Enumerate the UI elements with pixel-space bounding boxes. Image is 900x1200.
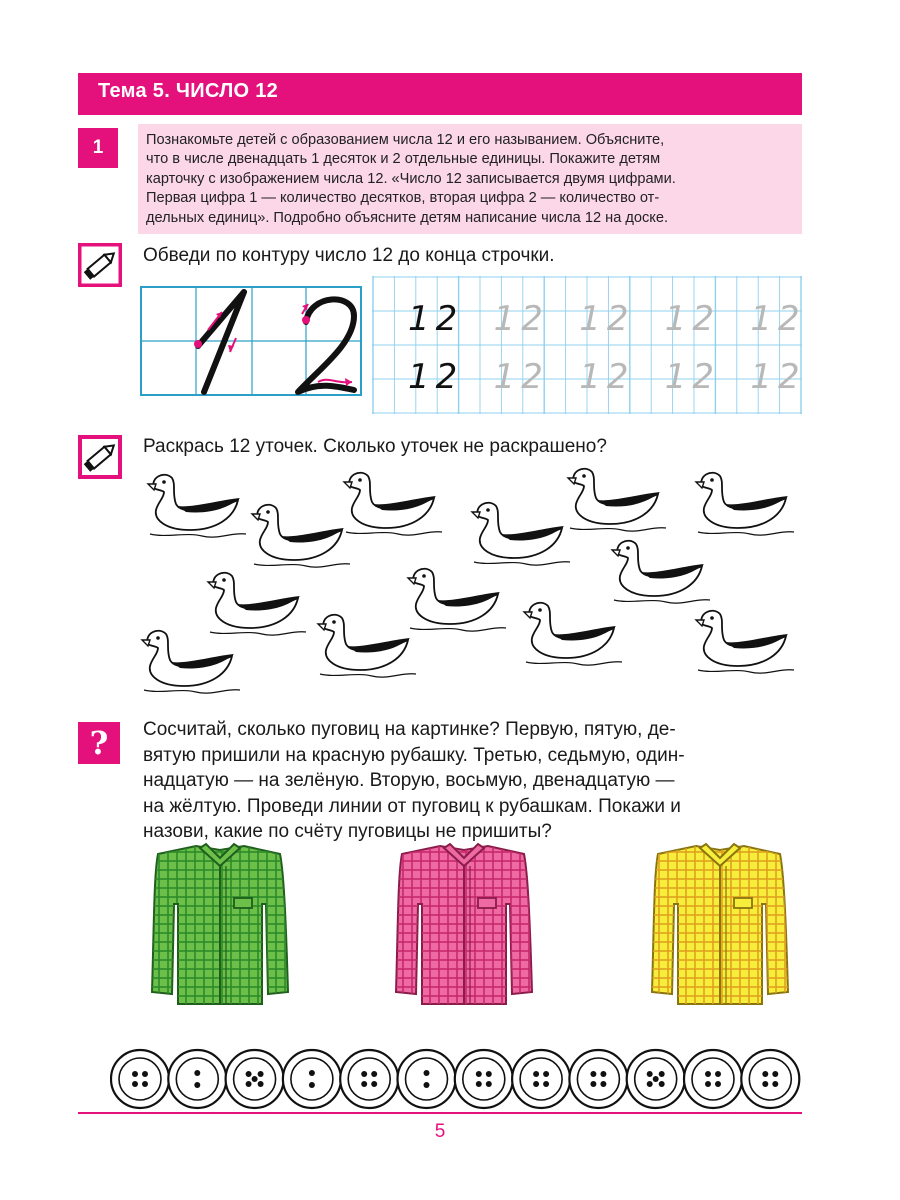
duck xyxy=(612,541,710,603)
duck xyxy=(568,469,666,531)
shirts-illustration xyxy=(0,830,900,1035)
topic-title: Тема 5. ЧИСЛО 12 xyxy=(98,80,279,102)
task4-line: на жёлтую. Проведи линии от пуговиц к рубашкам. Покажи и xyxy=(143,795,681,817)
note-line: дельных единиц». Подробно объясните детям написание числа 12 на доске. xyxy=(146,209,669,226)
note-line: карточку с изображением числа 12. «Число 12 записывается двумя цифрами. xyxy=(146,170,676,187)
task2-instruction: Обведи по контуру число 12 до конца строчки. xyxy=(143,245,555,266)
trace-number: 12 xyxy=(750,357,806,397)
duck xyxy=(696,473,794,535)
duck xyxy=(472,503,570,565)
duck xyxy=(696,611,794,673)
shirt-yellow xyxy=(638,844,803,1014)
duck xyxy=(408,569,506,631)
footer-divider xyxy=(78,1112,802,1114)
button-11 xyxy=(684,1050,742,1108)
button-7 xyxy=(455,1050,513,1108)
note-line: что в числе двенадцать 1 десяток и 2 отдельные единицы. Покажите детям xyxy=(146,151,661,168)
duck xyxy=(142,631,240,693)
duck xyxy=(318,615,416,677)
button-10 xyxy=(627,1050,685,1108)
trace-number: 12 xyxy=(664,299,721,339)
task4-line: назови, какие по счёту пуговицы не пришиты? xyxy=(143,821,552,843)
button-6 xyxy=(398,1050,456,1108)
duck xyxy=(252,505,350,567)
trace-number: 12 xyxy=(493,299,549,339)
trace-number: 12 xyxy=(750,299,806,339)
button-4 xyxy=(283,1050,341,1108)
task-number-badge: 1 xyxy=(78,128,118,168)
task4-line: вятую пришили на красную рубашку. Третью, седьмую, один- xyxy=(143,744,685,766)
trace-number: 12 xyxy=(579,299,635,339)
trace-number: 12 xyxy=(664,357,721,397)
task4-line: надцатую — на зелёную. Вторую, восьмую, двенадцатую — xyxy=(143,770,675,792)
trace-number: 12 xyxy=(408,357,464,397)
button-12 xyxy=(741,1050,799,1108)
button-9 xyxy=(569,1050,627,1108)
trace-number: 12 xyxy=(408,299,464,339)
task4-line: Сосчитай, сколько пуговиц на картинке? Первую, пятую, де- xyxy=(143,719,676,740)
shirt-pink xyxy=(382,844,547,1014)
trace-number: 12 xyxy=(579,357,635,397)
task3-instruction: Раскрась 12 уточек. Сколько уточек не раскрашено? xyxy=(143,436,607,457)
question-icon: ? xyxy=(78,722,120,764)
button-2 xyxy=(168,1050,226,1108)
duck xyxy=(148,475,246,537)
page-number: 5 xyxy=(434,1121,446,1142)
task4-text xyxy=(143,717,805,845)
trace-number: 12 xyxy=(493,357,549,397)
note-line: Первая цифра 1 — количество десятков, вторая цифра 2 — количество от- xyxy=(146,190,660,207)
duck xyxy=(208,573,306,635)
duck xyxy=(524,603,622,665)
duck xyxy=(344,473,442,535)
button-8 xyxy=(512,1050,570,1108)
shirt-green xyxy=(138,844,303,1014)
button-1 xyxy=(111,1050,169,1108)
buttons-row xyxy=(110,1046,810,1117)
button-5 xyxy=(340,1050,398,1108)
button-3 xyxy=(226,1050,284,1108)
note-line: Познакомьте детей с образованием числа 12 и его называнием. Объясните, xyxy=(146,132,665,148)
